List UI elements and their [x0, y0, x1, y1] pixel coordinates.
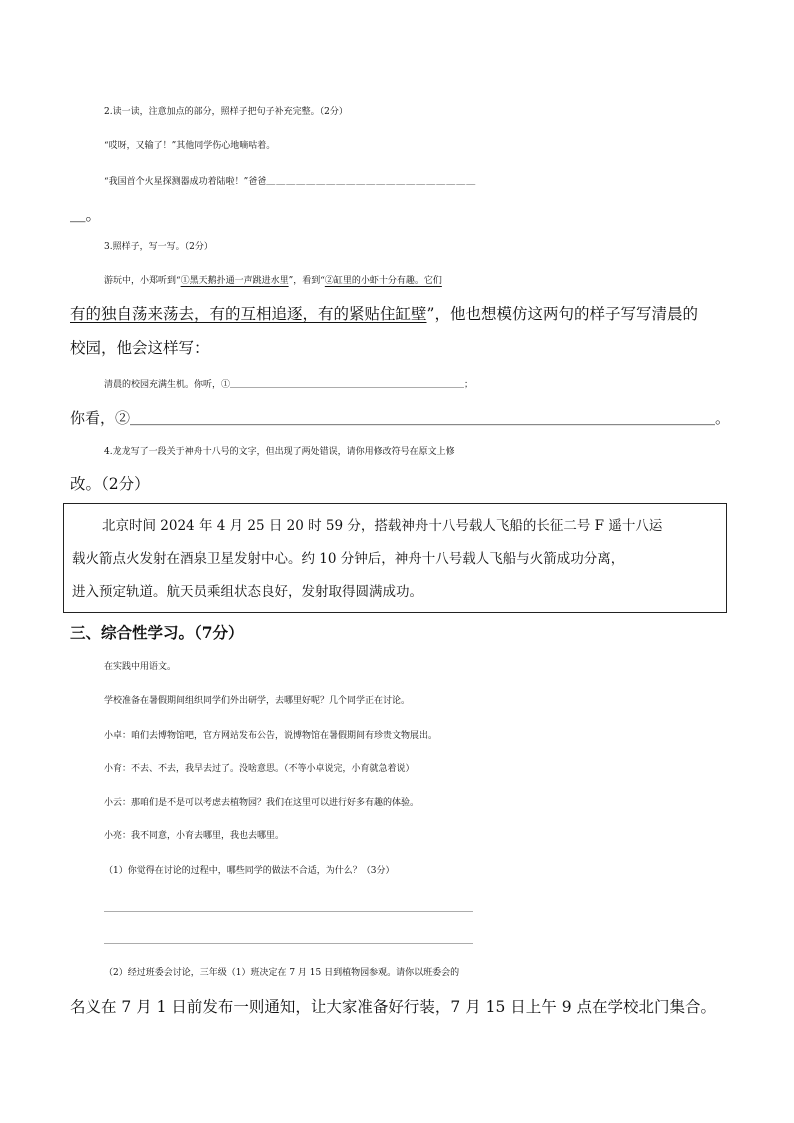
s3-paragraph-2: 学校准备在暑假期间组织同学们外出研学，去哪里好呢？几个同学正在讨论。 [104, 696, 411, 706]
q2-prompt-line [104, 171, 764, 193]
section-heading: 三、综合性学习。（7分） [70, 623, 244, 642]
q3-text: 游玩中，小郑听到“ [104, 276, 181, 286]
dialogue-xiaozhuo: 小卓：咱们去博物馆吧，官方网站发布公告，说博物馆在暑假期间有珍贵文物展出。 [104, 731, 438, 741]
q4-text-box [63, 503, 727, 613]
s3-question-2-cont: 名义在 7 月 1 日前发布一则通知，让大家准备好行装，7 月 15 日上午 9 点在学校北门集合。 [70, 998, 717, 1016]
dialogue-xiaoyu: 小育：不去、不去，我早去过了。没啥意思。（不等小卓说完，小育就急着说） [104, 764, 415, 774]
q3-line-2 [70, 303, 730, 325]
q3-answer-line-1[interactable]: 清晨的校园充满生机。你听，①＿＿＿＿＿＿＿＿＿＿＿＿＿＿＿＿＿＿＿＿＿＿＿＿＿＿； [104, 380, 474, 390]
q3-text: ”，他也想模仿这两句的样子写写清晨的 [426, 305, 698, 323]
example-sentence-1: ①黑天鹅扑通一声跳进水里 [180, 276, 289, 286]
example-sentence-2: ②缸里的小虾十分有趣。它们 [324, 276, 442, 286]
q3-line-1 [104, 270, 764, 292]
box-line-3: 进入预定轨道。航天员乘组状态良好，发射取得圆满成功。 [72, 584, 423, 600]
box-line-1: 北京时间 2024 年 4 月 25 日 20 时 59 分，搭载神舟十八号载人飞船的长征二号 F 遥十八运 [102, 518, 663, 534]
q3-text: ”，看到“ [288, 276, 325, 286]
s3-paragraph-1: 在实践中用语文。 [104, 662, 177, 672]
q3-line-3: 校园，他会这样写： [70, 339, 210, 357]
box-line-2: 载火箭点火发射在酒泉卫星发射中心。约 10 分钟后，神舟十八号载人飞船与火箭成功分离， [72, 551, 625, 567]
answer-line-2[interactable]: ＿＿＿＿＿＿＿＿＿＿＿＿＿＿＿＿＿＿＿＿＿＿＿＿＿＿＿＿＿＿＿＿＿＿＿＿＿＿＿＿＿ [104, 936, 474, 946]
q4-title: 4.龙龙写了一段关于神舟十八号的文字，但出现了两处错误，请你用修改符号在原文上修 [104, 447, 455, 457]
q2-prompt: “我国首个火星探测器成功着陆啦！”爸爸 [104, 177, 267, 187]
answer-line-1[interactable]: ＿＿＿＿＿＿＿＿＿＿＿＿＿＿＿＿＿＿＿＿＿＿＿＿＿＿＿＿＿＿＿＿＿＿＿＿＿＿＿＿＿ [104, 904, 474, 914]
example-sentence-2-cont: 有的独自荡来荡去，有的互相追逐，有的紧贴住缸壁 [70, 305, 427, 323]
s3-question-1: （1）你觉得在讨论的过程中，哪些同学的做法不合适，为什么？（3分） [104, 866, 395, 876]
q2-answer-blank[interactable]: ＿＿＿＿＿＿＿＿＿＿＿＿＿＿＿＿＿＿＿＿＿ [266, 177, 477, 187]
dialogue-xiaoyun: 小云：那咱们是不是可以考虑去植物园？我们在这里可以进行好多有趣的体验。 [104, 798, 420, 808]
q2-answer-blank-end[interactable]: ＿。 [70, 206, 102, 224]
q2-title: 2.读一读，注意加点的部分，照样子把句子补充完整。（2分） [104, 107, 348, 117]
dialogue-xiaoliang: 小亮：我不同意，小育去哪里，我也去哪里。 [104, 831, 285, 841]
q3-answer-line-2[interactable]: 你看，②＿＿＿＿＿＿＿＿＿＿＿＿＿＿＿＿＿＿＿＿＿＿＿＿＿＿＿＿＿＿＿＿＿＿＿＿＿＿＿。 [70, 409, 731, 427]
q2-example: “哎呀，又输了！”其他同学伤心地嘀咕着。 [104, 141, 276, 151]
q4-title-cont: 改。（2分） [70, 475, 150, 493]
q3-title: 3.照样子，写一写。（2分） [104, 242, 213, 252]
s3-question-2: （2）经过班委会讨论，三年级（1）班决定在 7 月 15 日到植物园参观。请你以班委会的 [104, 968, 460, 978]
